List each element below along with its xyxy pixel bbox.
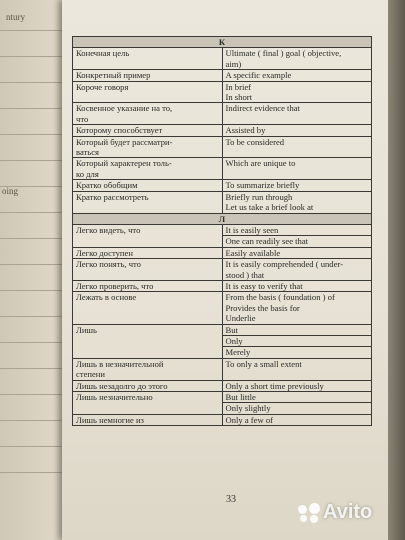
section-letter: Л	[73, 213, 372, 224]
russian-phrase	[73, 358, 223, 380]
russian-phrase-line: Легко доступен	[76, 247, 133, 258]
english-translation	[222, 125, 372, 136]
russian-phrase	[73, 70, 223, 81]
russian-phrase-line: Легко проверить, что	[76, 280, 154, 291]
table-row	[73, 103, 372, 125]
english-translation-line: Only a few of	[225, 414, 273, 425]
table-row	[73, 125, 372, 136]
table-row	[73, 324, 372, 358]
page-edge-shadow	[388, 0, 405, 540]
underpage-fragment: ntury	[6, 12, 25, 22]
english-translation	[222, 48, 372, 70]
russian-phrase-line: Лишь в незначительной	[76, 358, 164, 369]
russian-phrase	[73, 224, 223, 247]
russian-phrase	[73, 125, 223, 136]
table-row	[73, 180, 372, 191]
english-translation	[222, 224, 372, 247]
russian-phrase-line: ваться	[76, 147, 99, 158]
russian-phrase	[73, 191, 223, 213]
english-translation-line: Ultimate ( final ) goal ( objective,	[225, 48, 342, 59]
english-translation-line: aim)	[225, 58, 242, 69]
russian-phrase	[73, 48, 223, 70]
table-row	[73, 81, 372, 103]
table-row	[73, 280, 372, 291]
book-page	[62, 0, 388, 540]
russian-phrase-line: Конечная цель	[76, 48, 130, 59]
avito-logo-icon	[298, 503, 320, 523]
russian-phrase	[73, 103, 223, 125]
english-translation	[222, 292, 372, 324]
russian-phrase-line: Кратко обобщим	[76, 180, 138, 191]
table-row	[73, 392, 372, 415]
english-translation-line: Only	[223, 336, 372, 347]
english-translation	[222, 414, 372, 425]
russian-phrase-line: Которому способствует	[76, 125, 163, 136]
table-row	[73, 224, 372, 247]
english-translation-line: From the basis ( foundation ) of	[225, 292, 335, 303]
russian-phrase	[73, 180, 223, 191]
english-translation-line: Briefly run through	[225, 191, 293, 202]
table-row	[73, 358, 372, 380]
table-row	[73, 292, 372, 324]
russian-phrase-line: Легко понять, что	[76, 259, 141, 270]
english-translation-line: Underlie	[225, 313, 256, 324]
english-translation-line: Which are unique to	[225, 158, 296, 169]
english-translation	[222, 180, 372, 191]
section-header-row	[73, 213, 372, 224]
english-translation	[222, 247, 372, 258]
table-row	[73, 48, 372, 70]
russian-phrase-line: Короче говоря	[76, 81, 129, 92]
english-translation-line: One can readily see that	[225, 236, 309, 247]
english-translation-line: Merely	[225, 347, 251, 358]
russian-phrase-line: Который характерен толь-	[76, 158, 172, 169]
russian-phrase	[73, 280, 223, 291]
english-translation-line: A specific example	[225, 70, 292, 81]
table-row	[73, 259, 372, 281]
russian-phrase	[73, 324, 223, 358]
english-translation	[222, 324, 372, 358]
phrase-table	[72, 36, 372, 426]
page-number: 33	[226, 494, 236, 505]
table-row	[73, 380, 372, 391]
table-row	[73, 136, 372, 158]
english-translation-line: To only a small extent	[225, 358, 302, 369]
russian-phrase-line: что	[76, 113, 89, 124]
english-translation	[222, 158, 372, 180]
avito-watermark	[298, 501, 372, 524]
english-translation-line: It is easily comprehended ( under-	[225, 259, 343, 270]
russian-phrase-line: Лежать в основе	[76, 292, 137, 303]
english-translation	[222, 81, 372, 103]
english-translation	[222, 136, 372, 158]
russian-phrase-line: степени	[76, 369, 105, 380]
english-translation-line: Let us take a brief look at	[225, 202, 314, 213]
table-row	[73, 70, 372, 81]
table-row	[73, 191, 372, 213]
english-translation	[222, 280, 372, 291]
russian-phrase-line: Лишь незначительно	[76, 392, 153, 402]
english-translation-line: It is easily seen	[223, 225, 372, 236]
english-translation	[222, 392, 372, 415]
russian-phrase	[73, 259, 223, 281]
english-translation-line: Easily available	[225, 247, 281, 258]
english-translation	[222, 358, 372, 380]
russian-phrase	[73, 292, 223, 324]
russian-phrase-line: Лишь немногие из	[76, 414, 144, 425]
english-translation	[222, 70, 372, 81]
russian-phrase-line: ко для	[76, 168, 99, 179]
russian-phrase	[73, 158, 223, 180]
russian-phrase-line: Конкретный пример	[76, 70, 151, 81]
russian-phrase-line: Лишь	[76, 324, 97, 335]
table-row	[73, 414, 372, 425]
english-translation-line: It is easy to verify that	[225, 280, 303, 291]
english-translation-line: Indirect evidence that	[225, 103, 300, 114]
section-letter: К	[73, 37, 372, 48]
table-row	[73, 247, 372, 258]
russian-phrase-line: Легко видеть, что	[76, 224, 141, 235]
english-translation-line: Assisted by	[225, 125, 266, 136]
english-translation-line: But	[223, 325, 372, 336]
underpage-fragment: oing	[2, 186, 19, 196]
russian-phrase-line: Который будет рассматри-	[76, 136, 173, 147]
english-translation	[222, 380, 372, 391]
english-translation-line: stood ) that	[225, 269, 265, 280]
russian-phrase-line: Косвенное указание на то,	[76, 103, 173, 114]
russian-phrase	[73, 380, 223, 391]
russian-phrase	[73, 81, 223, 103]
russian-phrase	[73, 136, 223, 158]
english-translation-line: To be considered	[225, 136, 285, 147]
table-row	[73, 158, 372, 180]
english-translation-line: In brief	[225, 81, 252, 92]
english-translation-line: Only slightly	[225, 403, 271, 414]
english-translation	[222, 103, 372, 125]
section-header-row	[73, 37, 372, 48]
watermark-text: Avito	[323, 501, 373, 523]
english-translation	[222, 191, 372, 213]
english-translation-line: To summarize briefly	[225, 180, 300, 191]
russian-phrase-line: Кратко рассмотреть	[76, 191, 149, 202]
english-translation	[222, 259, 372, 281]
english-translation-line: But little	[223, 392, 372, 403]
russian-phrase	[73, 392, 223, 415]
russian-phrase-line: Лишь незадолго до этого	[76, 380, 168, 391]
english-translation-line: Only a short time previously	[225, 380, 324, 391]
russian-phrase	[73, 247, 223, 258]
english-translation-line: In short	[225, 92, 252, 103]
english-translation-line: Provides the basis for	[225, 302, 300, 313]
russian-phrase	[73, 414, 223, 425]
